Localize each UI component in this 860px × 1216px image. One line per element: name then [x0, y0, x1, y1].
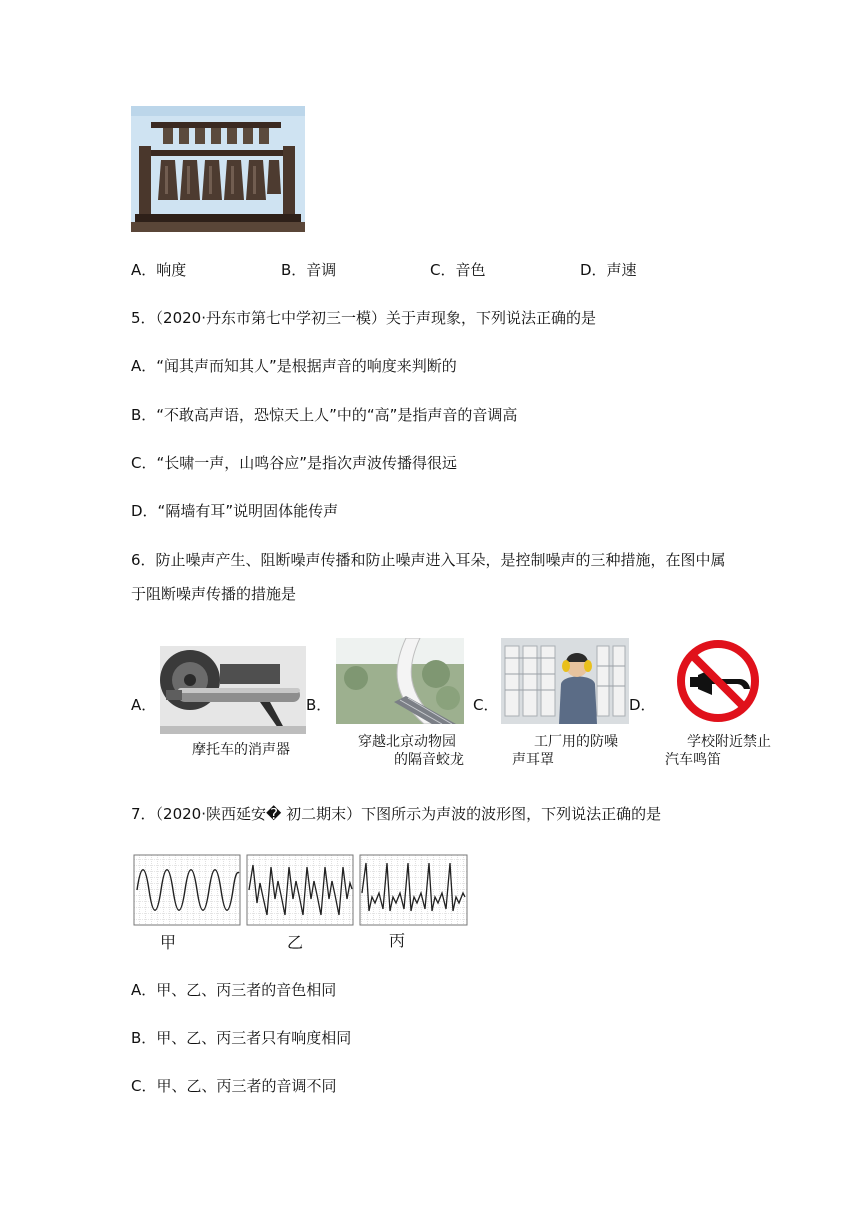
- q7-option-b: B．甲、乙、丙三者只有响度相同: [131, 1029, 352, 1047]
- q7-option-c: C．甲、乙、丙三者的音调不同: [131, 1077, 337, 1095]
- caption-c-line2: 声耳罩: [512, 752, 554, 768]
- q5-option-b: B．“不敢高声语，恐惊天上人”中的“高”是指声音的音调高: [131, 406, 518, 424]
- q7-option-a: A．甲、乙、丙三者的音色相同: [131, 981, 337, 999]
- caption-c: [512, 733, 618, 769]
- q4-option-c: C．音色: [430, 261, 486, 279]
- caption-b: [358, 733, 464, 769]
- motorcycle-muffler-photo: [160, 646, 306, 734]
- q6-letter-a: A．: [131, 696, 157, 714]
- chime-bells-photo: [131, 106, 305, 232]
- caption-a: [192, 741, 290, 759]
- waveform-figure: [133, 853, 469, 927]
- q6-stem-line1: 6．防止噪声产生、阻断噪声传播和防止噪声进入耳朵，是控制噪声的三种措施，在图中属: [131, 551, 726, 569]
- q4-option-d: D．声速: [580, 261, 637, 279]
- wave-label-bing: 丙: [389, 931, 406, 950]
- caption-d-line2: 汽车鸣笛: [665, 752, 721, 768]
- q5-option-d: D．“隔墙有耳”说明固体能传声: [131, 502, 339, 520]
- q4-option-b: B．音调: [281, 261, 337, 279]
- caption-b-line2: 的隔音蛟龙: [394, 752, 464, 768]
- no-honking-sign: [668, 639, 768, 723]
- q4-options: [0, 259, 860, 281]
- wave-label-yi: 乙: [287, 933, 304, 952]
- q6-letter-c: C．: [473, 696, 499, 714]
- caption-a-line1: 摩托车的消声器: [192, 742, 290, 758]
- caption-d-line1: 学校附近禁止: [687, 734, 771, 750]
- noise-barrier-photo: [336, 638, 464, 724]
- q7-stem: 7．（2020·陕西延安� 初二期末）下图所示为声波的波形图，下列说法正确的是: [131, 805, 662, 823]
- q5-option-c: C．“长啸一声，山鸣谷应”是指次声波传播得很远: [131, 454, 458, 472]
- q6-letter-b: B．: [306, 696, 332, 714]
- q6-stem-line2: 于阻断噪声传播的措施是: [131, 585, 297, 603]
- q5-stem: 5．（2020·丹东市第七中学初三一模）关于声现象，下列说法正确的是: [131, 309, 596, 327]
- q4-option-a: A．响度: [131, 261, 187, 279]
- caption-d: [665, 733, 771, 769]
- wave-label-jia: 甲: [160, 933, 177, 952]
- factory-earmuff-photo: [501, 638, 629, 724]
- q5-option-a: A．“闻其声而知其人”是根据声音的响度来判断的: [131, 357, 457, 375]
- q6-letter-d: D．: [629, 696, 656, 714]
- caption-b-line1: 穿越北京动物园: [358, 734, 456, 750]
- caption-c-line1: 工厂用的防噪: [534, 734, 618, 750]
